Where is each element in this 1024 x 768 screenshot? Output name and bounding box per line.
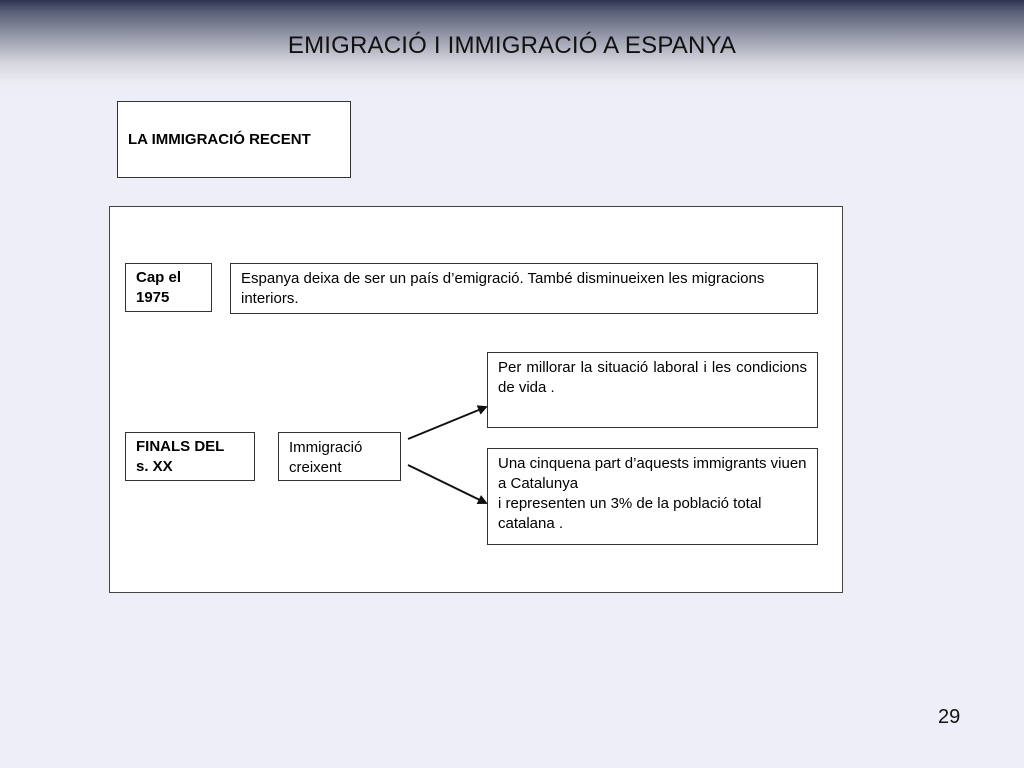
reason-box <box>487 352 818 428</box>
fact-line1: Una cinquena part d’aquests immigrants viuen a Catalunya <box>498 455 807 492</box>
period-1975-label-line1: Cap el <box>136 269 182 286</box>
period-1975-text: Espanya deixa de ser un país d’emigració. També disminueixen les migracions interiors. <box>241 270 765 307</box>
period-finals-label-line2: s. XX <box>136 458 173 475</box>
page-number: 29 <box>938 706 961 728</box>
period-finals-label-line1: FINALS DEL <box>136 438 225 455</box>
immigration-box <box>278 432 401 481</box>
period-1975-box <box>125 263 212 312</box>
slide-title: EMIGRACIÓ I IMMIGRACIÓ A ESPANYA <box>287 32 737 59</box>
fact-line2: i representen un 3% de la població total catalana . <box>498 495 762 532</box>
fact-box <box>487 448 818 545</box>
reason-text: Per millorar la situació laboral i les condicions de vida . <box>498 359 807 396</box>
period-1975-text-box <box>230 263 818 314</box>
immigration-line1: Immigració <box>289 439 363 456</box>
immigration-line2: creixent <box>289 459 342 476</box>
section-label: LA IMMIGRACIÓ RECENT <box>128 131 311 148</box>
period-1975-label-line2: 1975 <box>136 289 170 306</box>
section-label-box <box>117 101 351 178</box>
period-finals-box <box>125 432 255 481</box>
